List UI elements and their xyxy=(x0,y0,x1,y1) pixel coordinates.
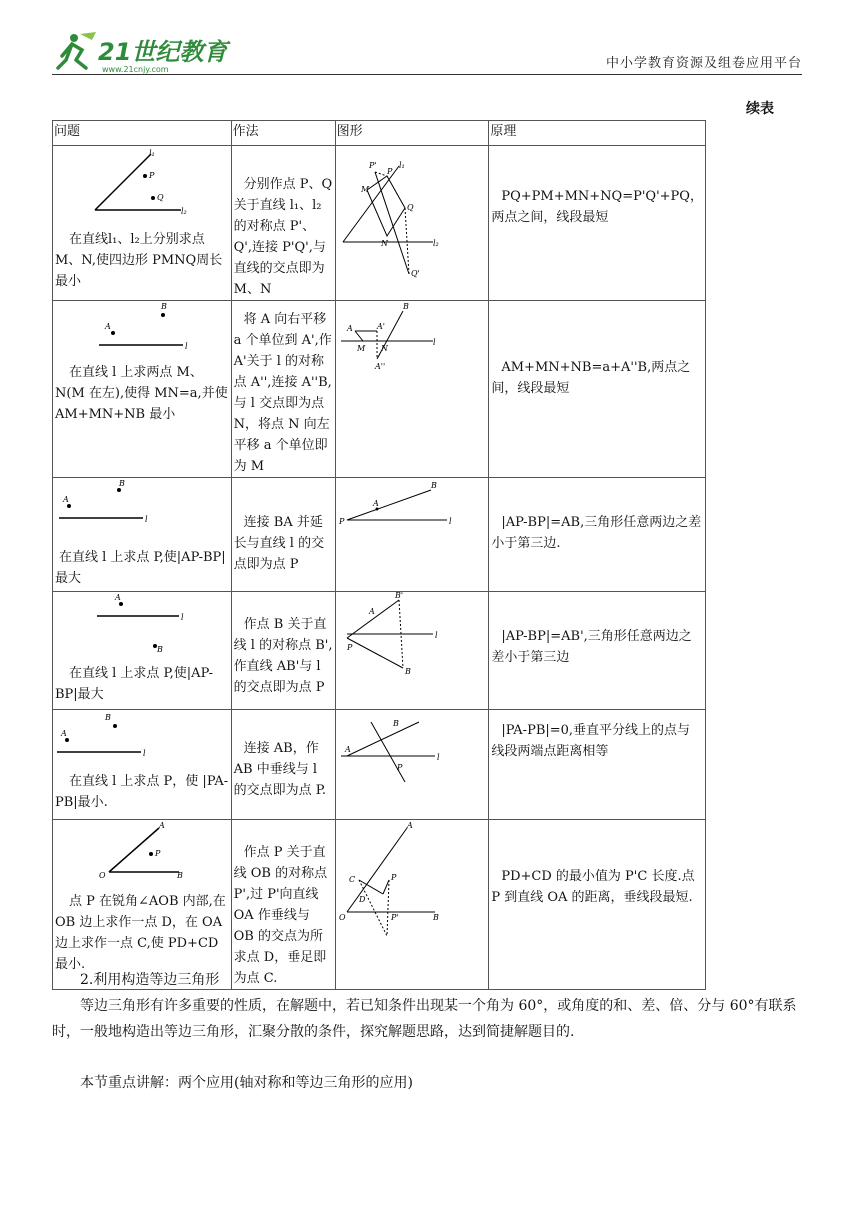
svg-text:A'': A'' xyxy=(374,362,386,371)
platform-name: 中小学教育资源及组卷应用平台 xyxy=(605,56,802,71)
figure-5 xyxy=(337,710,487,790)
table-row xyxy=(53,146,706,301)
problem-text: 点 P 在锐角∠AOB 内部,在 OB 边上求作一点 D，在 OA 边上求作一点 C,使 PD+CD 最小. xyxy=(55,894,226,972)
problem-cell xyxy=(53,820,232,990)
figure-1 xyxy=(337,146,487,278)
method-text: 作点 B 关于直线 l 的对称点 B',作直线 AB'与 l 的交点即为点 P xyxy=(233,617,333,695)
problem-cell xyxy=(53,592,232,710)
svg-text:P: P xyxy=(390,873,397,882)
problem-text: 在直线 l 上求两点 M、N(M 在左),使得 MN=a,并使 AM+MN+NB 最小 xyxy=(55,365,228,422)
problem-cell xyxy=(53,478,232,592)
svg-text:B: B xyxy=(161,302,167,311)
svg-text:Q: Q xyxy=(157,193,164,202)
svg-text:B: B xyxy=(404,667,411,676)
svg-text:D: D xyxy=(358,895,366,904)
principle-text: PD+CD 的最小值为 P'C 长度.点 P 到直线 OA 的距离，垂线段最短. xyxy=(491,869,695,905)
svg-text:l: l xyxy=(432,338,436,347)
principle-cell xyxy=(489,301,706,478)
svg-text:B: B xyxy=(119,479,125,488)
svg-text:P: P xyxy=(155,849,161,858)
method-cell xyxy=(231,146,335,301)
svg-text:B: B xyxy=(402,302,409,311)
svg-text:P': P' xyxy=(368,161,377,170)
svg-text:C: C xyxy=(348,875,356,884)
svg-text:A: A xyxy=(61,729,67,738)
svg-text:B: B xyxy=(105,713,111,722)
svg-text:A: A xyxy=(115,593,121,602)
problem-text: 在直线l₁、l₂上分别求点M、N,使四边形 PMNQ周长最小 xyxy=(55,232,223,289)
svg-text:N: N xyxy=(380,239,388,248)
header-principle: 原理 xyxy=(489,121,706,146)
svg-text:P: P xyxy=(346,643,353,652)
runner-icon xyxy=(58,32,96,68)
svg-text:P: P xyxy=(149,171,155,180)
svg-text:Q': Q' xyxy=(410,269,420,278)
section-title: 2.利用构造等边三角形 xyxy=(80,972,220,988)
svg-text:B': B' xyxy=(394,591,404,600)
principle-text: |AP-BP|=AB,三角形任意两边之差小于第三边. xyxy=(491,515,702,551)
problem-figure xyxy=(53,592,229,656)
svg-text:P: P xyxy=(396,763,403,772)
figure-cell xyxy=(335,820,489,990)
principle-cell xyxy=(489,146,706,301)
header-rule xyxy=(52,74,802,75)
figure-2 xyxy=(337,301,487,381)
svg-text:A: A xyxy=(372,499,379,508)
svg-text:A: A xyxy=(105,322,111,331)
figure-4 xyxy=(337,592,487,682)
table-row xyxy=(53,710,706,820)
table-row xyxy=(53,478,706,592)
svg-text:B: B xyxy=(392,719,399,728)
table-row xyxy=(53,592,706,710)
principle-text: |AP-BP|=AB',三角形任意两边之差小于第三边 xyxy=(491,629,692,665)
svg-text:A: A xyxy=(344,745,351,754)
method-table xyxy=(52,120,706,990)
svg-text:A: A xyxy=(63,495,69,504)
figure-6 xyxy=(337,820,487,920)
svg-text:A: A xyxy=(406,821,413,830)
method-text: 作点 P 关于直线 OB 的对称点 P',过 P'向直线 OA 作垂线与 OB 的交点为所求点 D，垂足即为点 C. xyxy=(233,845,328,986)
problem-figure xyxy=(53,301,229,355)
figure-cell xyxy=(335,592,489,710)
problem-figure xyxy=(53,478,229,540)
svg-text:l: l xyxy=(145,515,148,524)
method-cell xyxy=(231,820,335,990)
svg-text:l₁: l₁ xyxy=(398,161,405,170)
svg-text:Q: Q xyxy=(406,203,414,212)
svg-text:l: l xyxy=(181,613,184,622)
principle-text: PQ+PM+MN+NQ=P'Q'+PQ，两点之间，线段最短 xyxy=(491,189,703,225)
svg-text:O: O xyxy=(338,913,346,922)
svg-text:l: l xyxy=(143,749,146,758)
principle-cell xyxy=(489,592,706,710)
logo xyxy=(52,30,228,74)
problem-figure xyxy=(53,820,229,884)
method-text: 连接 AB，作 AB 中垂线与 l 的交点即为点 P. xyxy=(233,741,327,798)
svg-text:A: A xyxy=(368,607,375,616)
svg-text:l: l xyxy=(436,753,440,762)
svg-text:l: l xyxy=(448,517,452,526)
body-paragraph: 等边三角形有许多重要的性质，在解题中，若已知条件出现某一个角为 60°，或角度的和、差、倍、分与 60°有联系时，一般地构造出等边三角形，汇聚分散的条件，探究解题思路，达到简捷解题目的. xyxy=(52,998,797,1040)
header-figure: 图形 xyxy=(335,121,489,146)
figure-cell xyxy=(335,710,489,820)
svg-text:B: B xyxy=(430,481,437,490)
continued-label: 续表 xyxy=(746,101,774,117)
principle-text: |PA-PB|=0,垂直平分线上的点与线段两端点距离相等 xyxy=(491,723,691,759)
svg-text:A': A' xyxy=(376,322,385,331)
svg-text:P': P' xyxy=(390,913,399,922)
problem-cell xyxy=(53,301,232,478)
svg-text:N: N xyxy=(380,344,388,353)
table-row xyxy=(53,301,706,478)
problem-cell xyxy=(53,710,232,820)
svg-text:B: B xyxy=(177,871,183,880)
svg-text:l: l xyxy=(185,342,188,351)
logo-url: www.21cnjy.com xyxy=(102,65,169,74)
svg-text:M: M xyxy=(356,344,366,353)
method-cell xyxy=(231,301,335,478)
svg-text:l₂: l₂ xyxy=(432,239,439,248)
svg-text:O: O xyxy=(99,871,106,880)
svg-text:l: l xyxy=(434,631,438,640)
svg-text:B: B xyxy=(157,645,163,654)
figure-cell xyxy=(335,146,489,301)
figure-cell xyxy=(335,478,489,592)
svg-text:M: M xyxy=(360,185,370,194)
problem-figure xyxy=(53,146,229,222)
method-cell xyxy=(231,478,335,592)
principle-cell xyxy=(489,478,706,592)
svg-text:B: B xyxy=(432,913,439,922)
method-text: 分别作点 P、Q 关于直线 l₁、l₂ 的对称点 P'、Q',连接 P'Q',与直线的交点即为M、N xyxy=(233,177,333,297)
svg-text:A: A xyxy=(159,821,165,830)
focus-paragraph: 本节重点讲解：两个应用(轴对称和等边三角形的应用) xyxy=(80,1075,413,1091)
svg-text:A: A xyxy=(346,324,353,333)
problem-text: 在直线 l 上求点 P,使|AP-BP|最大 xyxy=(55,666,213,702)
problem-figure xyxy=(53,710,229,764)
problem-text: 在直线 l 上求点 P,使|AP-BP|最大 xyxy=(55,550,226,586)
method-text: 将 A 向右平移 a 个单位到 A',作 A'关于 l 的对称点 A'',连接 A''B,与 l 交点即为点 N，将点 N 向左平移 a 个单位即为 M xyxy=(233,312,332,474)
svg-text:l₂: l₂ xyxy=(181,207,187,216)
page-header xyxy=(0,0,860,80)
principle-cell xyxy=(489,820,706,990)
method-cell xyxy=(231,592,335,710)
figure-3 xyxy=(337,478,487,538)
header-problem: 问题 xyxy=(53,121,232,146)
table-row xyxy=(53,820,706,990)
problem-text: 在直线 l 上求点 P，使 |PA-PB|最小. xyxy=(55,774,229,810)
svg-text:l₁: l₁ xyxy=(149,149,155,158)
header-method: 作法 xyxy=(231,121,335,146)
svg-text:P: P xyxy=(386,167,393,176)
method-text: 连接 BA 并延长与直线 l 的交点即为点 P xyxy=(233,515,325,572)
method-cell xyxy=(231,710,335,820)
principle-cell xyxy=(489,710,706,820)
figure-cell xyxy=(335,301,489,478)
problem-cell xyxy=(53,146,232,301)
svg-text:P: P xyxy=(338,517,345,526)
table-header-row xyxy=(53,121,706,146)
logo-text: 21世纪教育 xyxy=(98,38,228,66)
principle-text: AM+MN+NB=a+A''B,两点之间，线段最短 xyxy=(491,360,691,396)
